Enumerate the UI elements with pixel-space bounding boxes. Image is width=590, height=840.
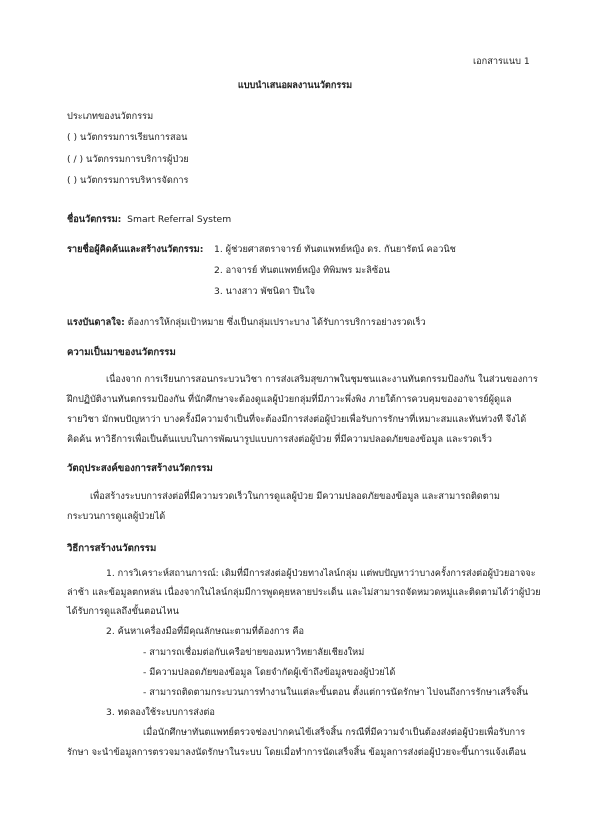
method-requirement-item: - สามารถติดตามกระบวนการทำงานในแต่ละขั้นตอน ตั้งแต่การนัดรักษา ไปจนถึงการรักษาเสร็จสิ้น	[143, 687, 529, 698]
background-line: รายวิชา มักพบปัญหาว่า บางครั้งมีความจำเป็นที่จะต้องมีการส่งต่อผู้ป่วยเพื่อรับการรักษาที่เหมาะสมและทันท่วงที จึงได้	[67, 414, 527, 425]
innovation-name-row	[67, 214, 231, 226]
creators-label: รายชื่อผู้คิดค้นและสร้างนวัตกรรม:	[67, 244, 204, 255]
creator-item: 1. ผู้ช่วยศาสตราจารย์ ทันตแพทย์หญิง ดร. กันยารัตน์ คอวนิช	[214, 244, 456, 255]
inspiration-label: แรงบันดาลใจ:	[67, 317, 125, 328]
inspiration-text: ต้องการให้กลุ่มเป้าหมาย ซึ่งเป็นกลุ่มเปราะบาง ได้รับการบริการอย่างรวดเร็ว	[127, 317, 426, 328]
method-step-line: รักษา จะนำข้อมูลการตรวจมาลงนัดรักษาในระบบ โดยเมื่อทำการนัดเสร็จสิ้น ข้อมูลการส่งต่อผู้ป่วยจะขึ้นการแจ้งเตือน	[67, 747, 527, 758]
attachment-label: เอกสารแนบ 1	[473, 56, 530, 67]
innovation-name-label: ชื่อนวัตกรรม:	[67, 214, 122, 225]
creator-item: 3. นางสาว พัชนิดา ปีนใจ	[214, 286, 316, 297]
innovation-type-heading: ประเภทของนวัตกรรม	[67, 111, 154, 122]
method-step-heading: 2. ค้นหาเครื่องมือที่มีคุณลักษณะตามที่ต้องการ คือ	[106, 626, 305, 637]
method-requirement-item: - สามารถเชื่อมต่อกับเครือข่ายของมหาวิทยาลัยเชียงใหม่	[143, 647, 365, 658]
objective-heading: วัตถุประสงค์ของการสร้างนวัตกรรม	[67, 463, 213, 474]
background-line: เนื่องจาก การเรียนการสอนกระบวนวิชา การส่งเสริมสุขภาพในชุมชนและงานทันตกรรมป้องกัน ในส่วนของการ	[106, 374, 538, 385]
document-title: แบบนำเสนอผลงานนวัตกรรม	[237, 81, 353, 91]
innovation-name-value: Smart Referral System	[127, 214, 232, 225]
method-heading: วิธีการสร้างนวัตกรรม	[67, 543, 157, 554]
method-step-line: ได้รับการดูแลถึงขั้นตอนไหน	[67, 606, 179, 617]
method-step-line: ล่าช้า และข้อมูลตกหล่น เนื่องจากในไลน์กลุ่มมีการพูดคุยหลายประเด็น และไม่สามารถจัดหมวดหมู่และติดตามได้ว่าผู้ป่วย	[67, 587, 541, 598]
objective-line: กระบวนการดูแลผู้ป่วยได้	[67, 511, 166, 522]
creator-item: 2. อาจารย์ ทันตแพทย์หญิง ทิพิมพร มะลิซ้อน	[214, 265, 390, 276]
innovation-type-option: ( / ) นวัตกรรมการบริการผู้ป่วย	[67, 154, 189, 165]
innovation-type-option: ( ) นวัตกรรมการเรียนการสอน	[67, 132, 188, 143]
method-step-line: 1. การวิเคราะห์สถานการณ์: เดิมที่มีการส่งต่อผู้ป่วยทางไลน์กลุ่ม แต่พบปัญหาว่าบางครั้งการส่งต่อผู้ป่วยอาจจะ	[106, 568, 536, 579]
innovation-type-option: ( ) นวัตกรรมการบริหารจัดการ	[67, 175, 189, 186]
method-requirement-item: - มีความปลอดภัยของข้อมูล โดยจำกัดผู้เข้าถึงข้อมูลของผู้ป่วยได้	[143, 667, 396, 678]
objective-line: เพื่อสร้างระบบการส่งต่อที่มีความรวดเร็วในการดูแลผู้ป่วย มีความปลอดภัยของข้อมูล และสามารถติดตาม	[90, 491, 500, 502]
method-step-heading: 3. ทดลองใช้ระบบการส่งต่อ	[106, 707, 215, 718]
method-step-line: เมื่อนักศึกษาทันตแพทย์ตรวจช่องปากคนไข้เสร็จสิ้น กรณีที่มีความจำเป็นต้องส่งต่อผู้ป่วยเพื่อรับการ	[143, 727, 526, 738]
background-heading: ความเป็นมาของนวัตกรรม	[67, 347, 176, 358]
background-line: ฝึกปฏิบัติงานทันตกรรมป้องกัน ที่นักศึกษาจะต้องดูแลผู้ป่วยกลุ่มที่มีภาวะพึ่งพิง ภายใต้การควบคุมของอาจารย์ผู้ดูแล	[67, 394, 512, 405]
inspiration-row	[67, 317, 426, 329]
background-line: คิดค้น หาวิธีการเพื่อเป็นต้นแบบในการพัฒนารูปแบบการส่งต่อผู้ป่วย ที่มีความปลอดภัยของข้อมูล และรวดเร็ว	[67, 434, 492, 445]
